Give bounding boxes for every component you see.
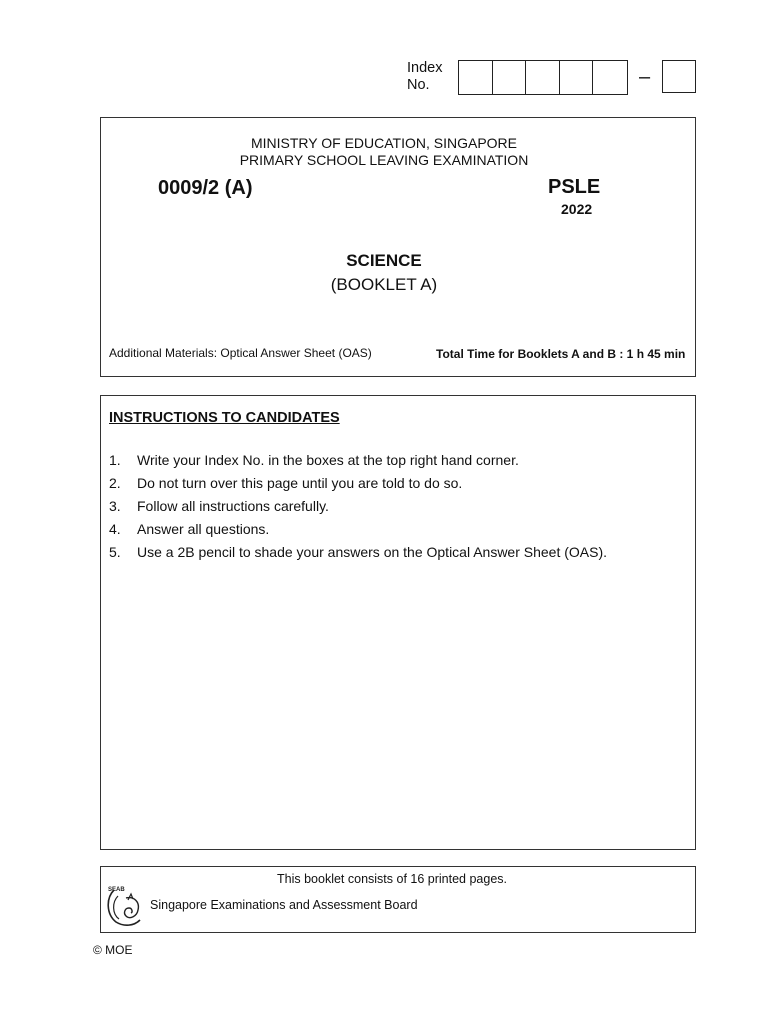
index-label-line2: No. xyxy=(407,77,430,93)
page-count-note: This booklet consists of 16 printed pages. xyxy=(277,872,507,886)
index-digit-box[interactable] xyxy=(560,61,594,94)
index-label-line1: Index xyxy=(407,60,443,76)
instruction-item xyxy=(109,495,607,518)
instruction-text: Write your Index No. in the boxes at the top right hand corner. xyxy=(137,452,519,468)
board-name: Singapore Examinations and Assessment Board xyxy=(150,898,418,912)
paper-code: 0009/2 (A) xyxy=(158,177,253,199)
subject-title: SCIENCE xyxy=(346,251,422,270)
instruction-number: 2. xyxy=(109,475,121,491)
copyright: © MOE xyxy=(93,943,133,957)
instruction-text: Follow all instructions carefully. xyxy=(137,498,329,514)
instruction-number: 4. xyxy=(109,521,121,537)
ministry-name: MINISTRY OF EDUCATION, SINGAPORE xyxy=(250,135,518,151)
index-digit-box[interactable] xyxy=(593,61,627,94)
index-number-boxes xyxy=(458,60,628,95)
instruction-number: 5. xyxy=(109,544,121,560)
instructions-title: INSTRUCTIONS TO CANDIDATES xyxy=(109,410,340,426)
instruction-item xyxy=(109,541,607,564)
instructions-list xyxy=(109,449,607,564)
index-digit-box[interactable] xyxy=(526,61,560,94)
total-time: Total Time for Booklets A and B : 1 h 45 min xyxy=(436,347,686,361)
booklet-label: (BOOKLET A) xyxy=(330,275,438,294)
instruction-number: 3. xyxy=(109,498,121,514)
instruction-item xyxy=(109,472,607,495)
instruction-item xyxy=(109,449,607,472)
index-check-digit-box[interactable] xyxy=(662,60,696,93)
seab-logo-icon xyxy=(104,880,148,928)
index-digit-box[interactable] xyxy=(459,61,493,94)
exam-short-name: PSLE xyxy=(548,176,601,198)
instruction-text: Do not turn over this page until you are told to do so. xyxy=(137,475,463,491)
exam-authority xyxy=(0,135,768,168)
additional-materials: Additional Materials: Optical Answer Sheet (OAS) xyxy=(109,346,372,360)
index-dash: – xyxy=(639,66,651,88)
instruction-text: Answer all questions. xyxy=(137,521,270,537)
index-label xyxy=(407,60,442,94)
exam-year: 2022 xyxy=(561,201,593,217)
index-digit-box[interactable] xyxy=(493,61,527,94)
instruction-item xyxy=(109,518,607,541)
instruction-number: 1. xyxy=(109,452,121,468)
exam-name: PRIMARY SCHOOL LEAVING EXAMINATION xyxy=(239,151,529,168)
instruction-text: Use a 2B pencil to shade your answers on the Optical Answer Sheet (OAS). xyxy=(137,544,608,560)
svg-text:SEAB: SEAB xyxy=(108,887,125,893)
